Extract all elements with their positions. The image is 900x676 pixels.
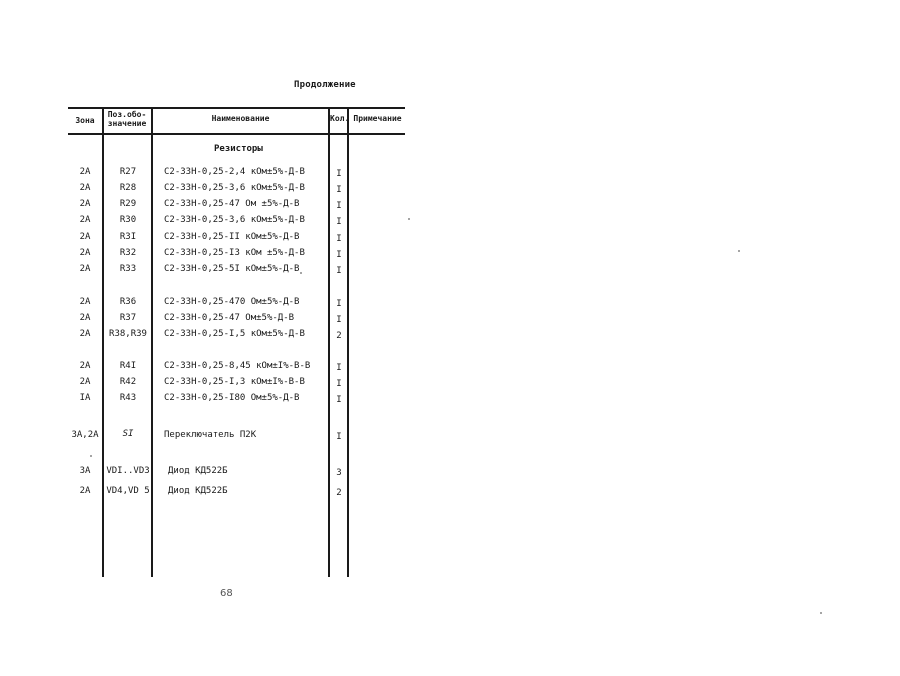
row-name: Переключатель П2К	[164, 430, 257, 440]
row-qty: I	[336, 363, 342, 373]
row-name: С2-33Н-0,25-47 Ом ±5%-Д-В	[164, 199, 300, 209]
row-qty: I	[336, 169, 342, 179]
header-name: Наименование	[211, 114, 270, 123]
row-ref: R3I	[119, 232, 137, 242]
row-ref: R43	[119, 393, 137, 403]
row-name: С2-33Н-0,25-I,5 кОм±5%-Д-В	[164, 329, 305, 339]
row-zone: 2А	[79, 297, 91, 307]
row-qty: I	[336, 432, 342, 442]
row-zone: IА	[79, 393, 91, 403]
row-zone: 2А	[79, 199, 91, 209]
section-title: Резисторы	[214, 144, 263, 154]
row-zone: 2А	[79, 167, 91, 177]
row-ref: R32	[119, 248, 137, 258]
scan-speck	[738, 250, 740, 252]
row-ref: R28	[119, 183, 137, 193]
row-ref: VD4,VD 5	[106, 486, 150, 496]
row-name: С2-33Н-0,25-470 Ом±5%-Д-В	[164, 297, 300, 307]
row-name: С2-33Н-0,25-I3 кОм ±5%-Д-В	[164, 248, 305, 258]
row-name: С2-33Н-0,25-5I кОм±5%-Д-В	[164, 264, 300, 274]
row-zone: 2А	[79, 264, 91, 274]
table-header-rule	[68, 133, 405, 135]
row-zone: 3А	[79, 466, 91, 476]
header-zone: Зона	[75, 116, 95, 125]
row-qty: I	[336, 379, 342, 389]
row-zone: 2А	[79, 377, 91, 387]
row-qty: I	[336, 266, 342, 276]
row-ref: R33	[119, 264, 137, 274]
row-name: С2-33Н-0,25-I80 Ом±5%-Д-В	[164, 393, 300, 403]
row-qty: 2	[336, 488, 342, 498]
row-name: Диод КД522Б	[168, 486, 228, 496]
row-zone: 2А	[79, 215, 91, 225]
row-zone: 2А	[79, 313, 91, 323]
row-qty: I	[336, 217, 342, 227]
row-zone: 3А,2А	[71, 430, 99, 440]
row-qty: 2	[336, 331, 342, 341]
row-qty: I	[336, 395, 342, 405]
row-name: С2-33Н-0,25-47 Ом±5%-Д-В	[164, 313, 295, 323]
row-qty: I	[336, 201, 342, 211]
row-name: С2-33Н-0,25-I,3 кОм±I%-В-В	[164, 377, 305, 387]
row-ref: R30	[119, 215, 137, 225]
row-name: С2-33Н-0,25-2,4 кОм±5%-Д-В	[164, 167, 305, 177]
row-zone: 2А	[79, 232, 91, 242]
row-name: С2-33Н-0,25-3,6 кОм±5%-Д-В	[164, 215, 305, 225]
row-ref: R27	[119, 167, 137, 177]
row-qty: I	[336, 250, 342, 260]
header-note: Примечание	[353, 114, 402, 123]
row-qty: I	[336, 234, 342, 244]
continuation-caption: Продолжение	[294, 80, 356, 90]
row-ref: VDI..VD3	[106, 466, 150, 476]
row-ref: R42	[119, 377, 137, 387]
row-qty: I	[336, 299, 342, 309]
page-number: 68	[220, 588, 233, 599]
header-qty: Кол.	[330, 114, 350, 123]
row-name: С2-33Н-0,25-II кОм±5%-Д-В	[164, 232, 300, 242]
header-ref-line1: Поз.обо-	[107, 110, 147, 119]
row-zone: 2А	[79, 486, 91, 496]
row-qty: 3	[336, 468, 342, 478]
row-zone: 2А	[79, 183, 91, 193]
header-ref-line2: значение	[107, 119, 147, 128]
row-zone: 2А	[79, 248, 91, 258]
row-ref: R37	[119, 313, 137, 323]
scan-speck	[408, 218, 410, 220]
row-name: С2-33Н-0,25-3,6 кОм±5%-Д-В	[164, 183, 305, 193]
row-name: С2-33Н-0,25-8,45 кОм±I%-В-В	[164, 361, 311, 371]
scan-speck	[90, 455, 92, 457]
row-qty: I	[336, 315, 342, 325]
scan-speck	[820, 612, 822, 614]
row-qty: I	[336, 185, 342, 195]
table-top-rule	[68, 107, 405, 109]
row-zone: 2А	[79, 329, 91, 339]
scan-speck	[300, 272, 302, 274]
row-ref: SI	[122, 429, 134, 439]
row-zone: 2А	[79, 361, 91, 371]
row-ref: R36	[119, 297, 137, 307]
row-ref: R4I	[119, 361, 137, 371]
row-ref: R38,R39	[109, 329, 147, 339]
row-name: Диод КД522Б	[168, 466, 228, 476]
row-ref: R29	[119, 199, 137, 209]
